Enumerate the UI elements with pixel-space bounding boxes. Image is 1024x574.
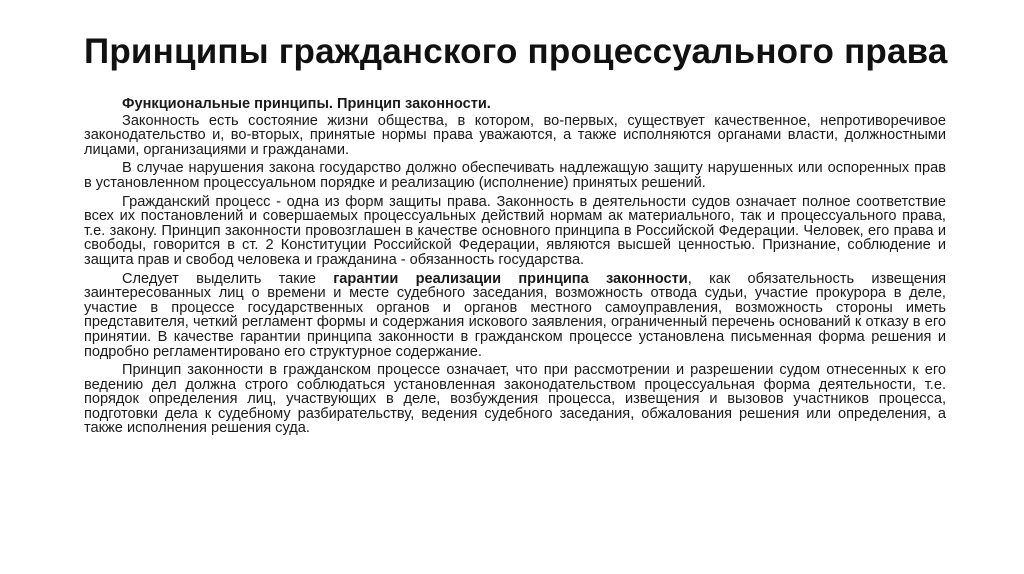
slide-title: Принципы гражданского процессуального права	[84, 32, 948, 71]
guarantees-list-text: , как обязательность извещения заинтересованных лиц о времени и месте судебного заседания, возможность отвода судьи, участие прокурора в деле, участие в процессе государственных органов и органов местного самоуправления, возможность стороны иметь представителя, четкий регламент формы и содержания искового заявления, ограниченный перечень оснований к отказу в его принятии. В качестве гарантии принципа законности в гражданском процессе установлена письменная форма решения и подробно регламентировано его структурное содержание.	[84, 270, 946, 360]
paragraph-state-protection: В случае нарушения закона государство должно обеспечивать надлежащую защиту нарушенных или оспоренных прав в установленном процессуальном порядке и реализацию (исполнение) принятых решений.	[84, 160, 946, 191]
section-subheading: Функциональные принципы. Принцип законности.	[122, 96, 491, 112]
paragraph-procedural-form: Принцип законности в гражданском процессе означает, что при рассмотрении и разрешении судом отнесенных к его ведению дел должна строго соблюдаться установленная законодательством процессуальная форма деятельности, т.е. порядок определения лиц, участвующих в деле, возбуждения процесса, извещения и вызовов участников процесса, подготовки дела к судебному разбирательству, ведения судебного заседания, обжалования решения или определения, а также исполнения решения суда.	[84, 362, 946, 437]
paragraph-guarantees	[84, 272, 946, 360]
paragraph-legality-definition: Законность есть состояние жизни общества, в котором, во-первых, существует качественное, непротиворечивое законодательство и, во-вторых, принятые нормы права уважаются, а также исполняются органами власти, должностными лицами, организациями и гражданами.	[84, 112, 946, 158]
guarantees-bold-term: гарантии реализации принципа законности	[333, 270, 688, 287]
guarantees-intro-text: Следует выделить такие	[122, 270, 334, 287]
paragraph-civil-process: Гражданский процесс - одна из форм защиты права. Законность в деятельности судов означает полное соответствие всех их постановлений и совершаемых процессуальных действий нормам ак материального, так и процессуального права, т.е. закону. Принцип законности провозглашен в качестве основного принципа в Российской Федерации. Человек, его права и свободы, говорится в ст. 2 Конституции Российской Федерации, являются высшей ценностью. Признание, соблюдение и защита прав и свобод человека и гражданина - обязанность государства.	[84, 193, 946, 268]
slide-content	[84, 97, 946, 440]
